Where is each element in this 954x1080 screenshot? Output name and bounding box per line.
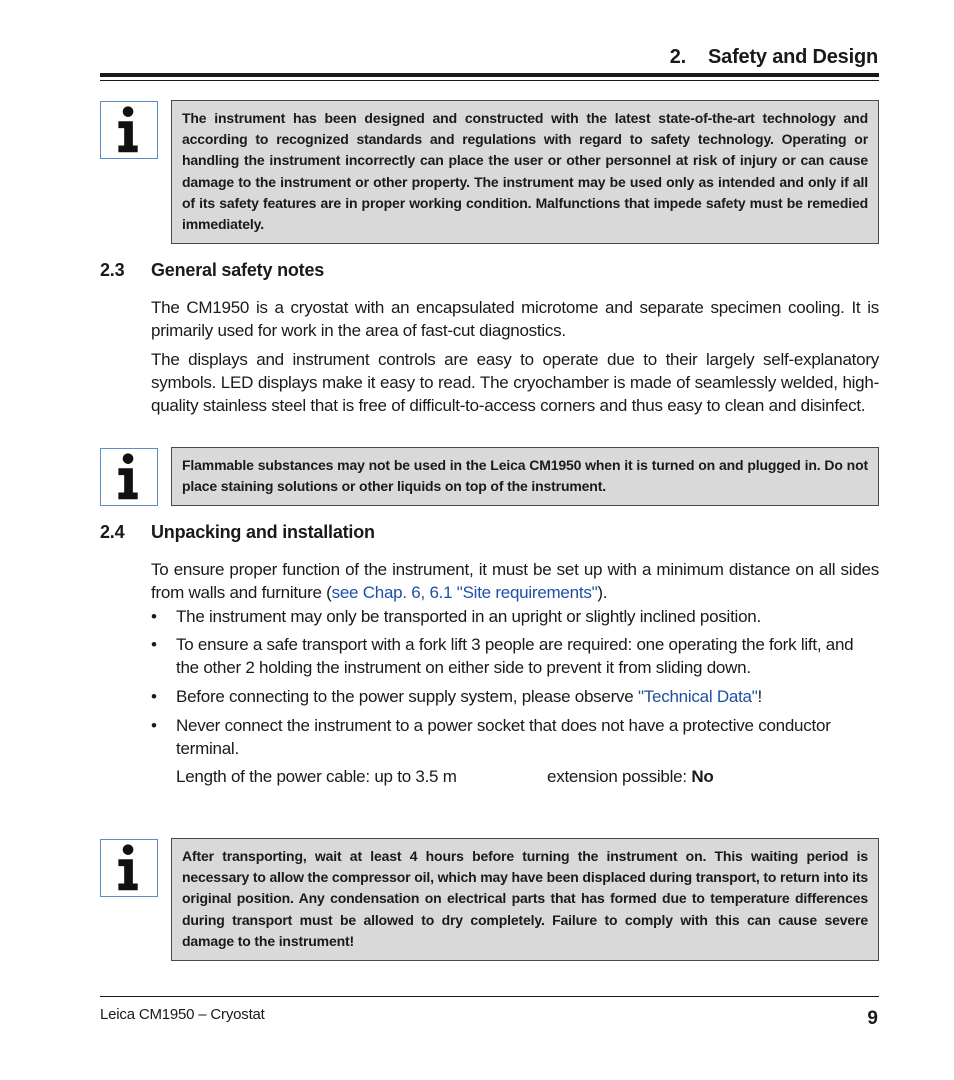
footer-rule <box>100 996 879 997</box>
footer-product: Leica CM1950 – Cryostat <box>100 1006 265 1023</box>
chapter-title: Safety and Design <box>708 46 878 68</box>
extension-value: No <box>691 767 714 786</box>
technical-data-link[interactable]: "Technical Data" <box>637 687 758 706</box>
section-number: 2.3 <box>100 260 125 280</box>
section-title: Unpacking and installation <box>151 522 375 542</box>
bullet-symbol: • <box>151 635 157 654</box>
site-requirements-link[interactable]: see Chap. 6, 6.1 "Site requirements" <box>331 583 598 602</box>
page-number: 9 <box>867 1008 878 1029</box>
cable-length: Length of the power cable: up to 3.5 m <box>176 767 457 786</box>
list-item: • The instrument may only be transported in an upright or slightly inclined position. <box>151 607 761 626</box>
paragraph-setup-distance: To ensure proper function of the instrument, it must be set up with a minimum distance on all sides from walls and furniture (see Chap. 6, 6.1 "Site requirements"). <box>151 560 879 602</box>
section-title: General safety notes <box>151 260 325 280</box>
power-cable-spec <box>176 765 876 788</box>
bullet-symbol: • <box>151 687 157 706</box>
section-number: 2.4 <box>100 522 125 542</box>
bullet-symbol: • <box>151 607 157 626</box>
bullet-symbol: • <box>151 716 157 735</box>
chapter-number: 2. <box>669 46 687 68</box>
section-heading-2-3 <box>100 260 324 281</box>
extension-info: extension possible: No <box>547 767 714 786</box>
info-icon <box>100 101 158 159</box>
safety-note-design: The instrument has been designed and constructed with the latest state-of-the-art technology and according to recognized standards and regulations with regard to safety technology. Operating or handling the instrument incorrectly can place the user or other personnel at risk of injury or can cause damage to the instrument or other property. The instrument may be used only as intended and only if all of its safety features are in proper working condition. Malfunctions that impede safety must be remedied immediately. <box>171 100 879 244</box>
info-icon <box>100 448 158 506</box>
section-heading-2-4 <box>100 522 375 543</box>
info-icon <box>100 839 158 897</box>
paragraph-cm1950-intro: The CM1950 is a cryostat with an encapsulated microtome and separate specimen cooling. It is primarily used for work in the area of fast-cut diagnostics. <box>151 298 879 340</box>
paragraph-displays: The displays and instrument controls are easy to operate due to their largely self-explanatory symbols. LED displays make it easy to read. The cryochamber is made of seamlessly welded, high-quality stainless steel that is free of difficult-to-access corners and thus easy to clean and disinfect. <box>151 350 879 415</box>
header-rule-thin <box>100 80 879 81</box>
list-item: • Before connecting to the power supply system, please observe "Technical Data"! <box>151 687 763 706</box>
safety-note-flammable: Flammable substances may not be used in the Leica CM1950 when it is turned on and plugged in. Do not place staining solutions or other liquids on top of the instrument. <box>171 447 879 506</box>
safety-note-transport: After transporting, wait at least 4 hours before turning the instrument on. This waiting period is necessary to allow the compressor oil, which may have been displaced during transport, to return into its original position. Any condensation on electrical parts that has formed due to temperature differences during transport must be allowed to dry completely. Failure to comply with this can cause severe damage to the instrument! <box>171 838 879 961</box>
header-rule-thick <box>100 73 879 77</box>
chapter-header <box>670 46 878 69</box>
list-item: • To ensure a safe transport with a fork lift 3 people are required: one operating the fork lift, and the other 2 holding the instrument on either side to prevent it from sliding down. <box>151 635 854 677</box>
list-item: • Never connect the instrument to a power socket that does not have a protective conductor terminal. <box>151 716 831 758</box>
